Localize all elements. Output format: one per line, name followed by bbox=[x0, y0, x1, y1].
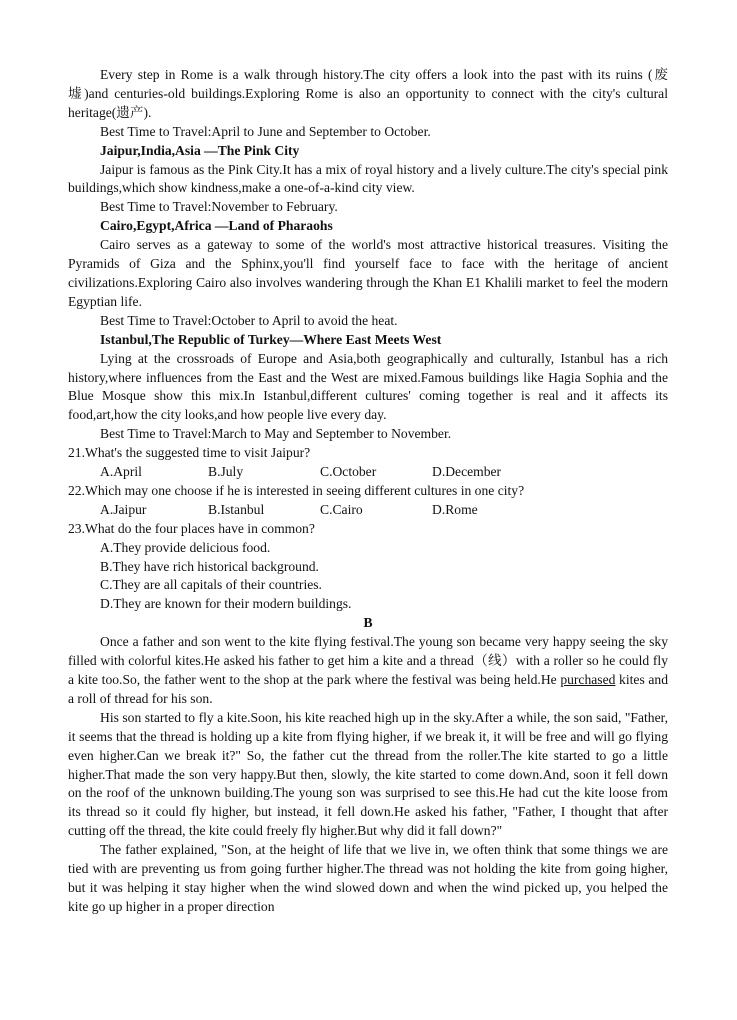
cairo-heading: Cairo,Egypt,Africa —Land of Pharaohs bbox=[100, 218, 333, 234]
rome-paragraph: Every step in Rome is a walk through history.The city offers a look into the past with its ruins (废墟)and centuries-old buildings.Exploring Rome is also an opportunity to connect with the city's cultural heritage(遗产). bbox=[68, 67, 668, 120]
option-d: D.Rome bbox=[432, 501, 478, 517]
kite-paragraph-2: His son started to fly a kite.Soon, his kite reached high up in the sky.After a while, the son said, "Father, it seems that the thread is holding up a kite from flying higher, if we break it, it will be free and will go flying even higher.Can we break it?" So, the father cut the thread from the roller.The kite started to go a little higher.That made the son very happy.But then, slowly, the kite started to come down.And, soon it fell down on the roof of the unknown building.The young son was surprised to see this.He had cut the kite loose from its thread so it could fly higher, but instead, it fell down.He asked his father, "Father, I thought that after cutting off the thread, the kite could freely fly higher.But why did it fall down?" bbox=[68, 709, 668, 839]
question-21-options bbox=[68, 463, 668, 482]
option-a: A.They provide delicious food. bbox=[100, 539, 271, 555]
option-d: D.They are known for their modern buildings. bbox=[100, 596, 352, 612]
option-b: B.They have rich historical background. bbox=[100, 558, 319, 574]
cairo-best-time: Best Time to Travel:October to April to avoid the heat. bbox=[100, 312, 398, 328]
option-c: C.They are all capitals of their countries. bbox=[100, 577, 322, 593]
section-b-label: B bbox=[363, 615, 373, 631]
option-c: C.Cairo bbox=[320, 501, 363, 517]
kite-paragraph-1 bbox=[68, 633, 668, 709]
jaipur-heading: Jaipur,India,Asia —The Pink City bbox=[100, 142, 300, 158]
option-b: B.July bbox=[208, 464, 244, 480]
question-21: 21.What's the suggested time to visit Jaipur? bbox=[68, 445, 311, 461]
jaipur-paragraph: Jaipur is famous as the Pink City.It has a mix of royal history and a lively culture.The city's special pink buildings,which show kindness,make a one-of-a-kind city view. bbox=[68, 161, 668, 196]
option-a: A.April bbox=[100, 464, 142, 480]
question-22-options bbox=[68, 501, 668, 520]
kite-paragraph-1-end: kites and a roll of thread for his son. bbox=[68, 672, 668, 706]
document-page bbox=[68, 66, 668, 917]
kite-paragraph-1-start: Once a father and son went to the kite flying festival.The young son became very happy seeing the sky filled with colorful kites.He asked his father to get him a kite and a thread（线）with a roller so he could fly a kite too.So, the father went to the shop at the park where the festival was being held.He bbox=[68, 634, 668, 687]
rome-best-time: Best Time to Travel:April to June and September to October. bbox=[100, 123, 431, 139]
istanbul-heading: Istanbul,The Republic of Turkey—Where East Meets West bbox=[100, 331, 442, 347]
option-a: A.Jaipur bbox=[100, 501, 147, 517]
istanbul-best-time: Best Time to Travel:March to May and September to November. bbox=[100, 426, 452, 442]
istanbul-paragraph: Lying at the crossroads of Europe and Asia,both geographically and culturally, Istanbul has a rich history,where influences from the East and the West are mixed.Famous buildings like Hagia Sophia and the Blue Mosque show this mix.In Istanbul,different cultures' coming together is real and it affects its food,art,how the city looks,and how people live every day. bbox=[68, 350, 668, 423]
kite-paragraph-3: The father explained, "Son, at the height of life that we live in, we often think that some things we are tied with are preventing us from going further higher.The thread was not holding the kite from going higher, but it was helping it stay higher when the wind slowed down and when the wind picked up, you helped the kite go up higher in a proper direction bbox=[68, 842, 668, 914]
option-d: D.December bbox=[432, 464, 502, 480]
question-22: 22.Which may one choose if he is interested in seeing different cultures in one city? bbox=[68, 482, 525, 498]
jaipur-best-time: Best Time to Travel:November to February. bbox=[100, 199, 338, 215]
underlined-word: purchased bbox=[560, 672, 616, 687]
cairo-paragraph: Cairo serves as a gateway to some of the world's most attractive historical treasures. Visiting the Pyramids of Giza and the Sphinx,you'll find yourself face to face with the heritage of ancient civilizations.Exploring Cairo also involves wandering through the Khan E1 Khalili market to feel the modern Egyptian life. bbox=[68, 237, 668, 309]
question-23: 23.What do the four places have in common? bbox=[68, 520, 315, 536]
option-c: C.October bbox=[320, 464, 377, 480]
option-b: B.Istanbul bbox=[208, 501, 265, 517]
